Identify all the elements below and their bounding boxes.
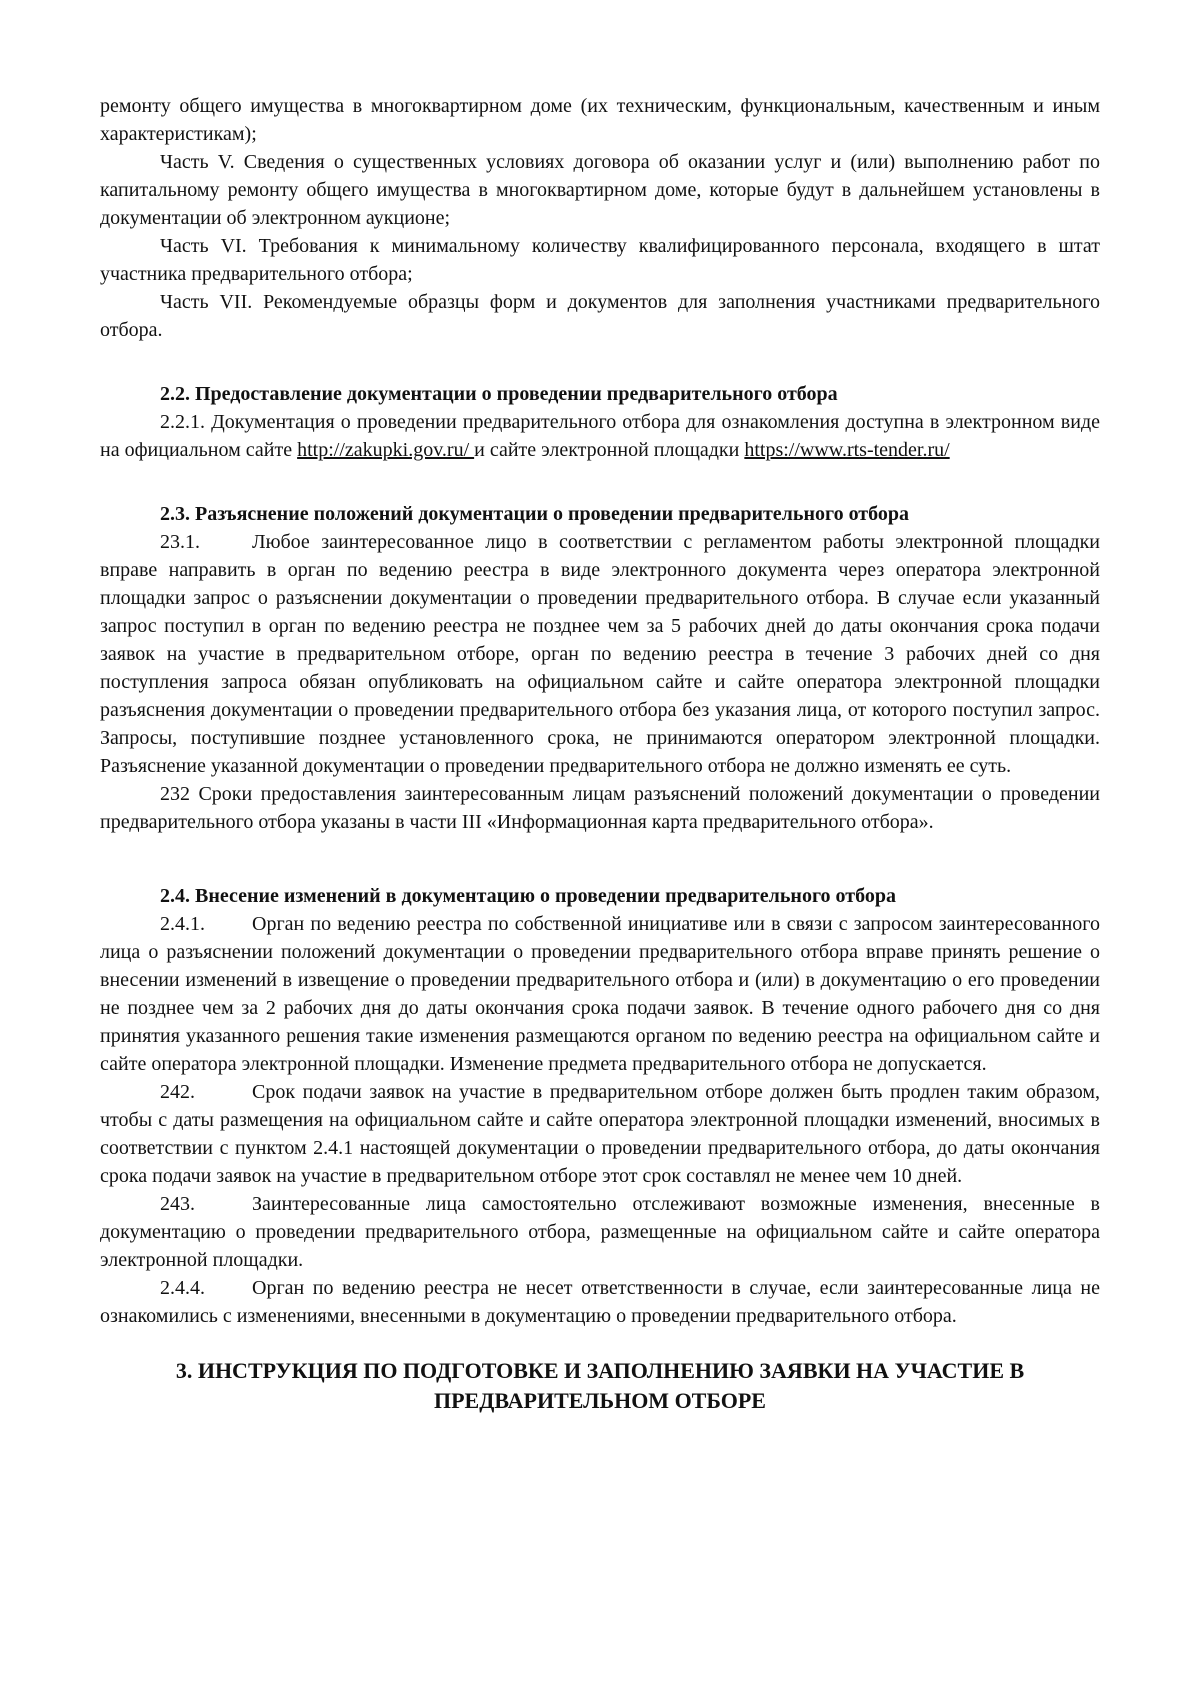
intro-paragraph-1: ремонту общего имущества в многоквартирном доме (их техническим, функциональным, качественным и иным характеристикам);: [100, 95, 1100, 145]
zakupki-link[interactable]: http://zakupki.gov.ru/: [297, 439, 475, 461]
section-2-4-1-paragraph: [100, 910, 1100, 1078]
rts-tender-link[interactable]: https://www.rts-tender.ru/: [744, 439, 950, 461]
section-2-4-title: 2.4. Внесение изменений в документацию о проведении предварительного отбора: [160, 885, 896, 907]
section-3-title: [100, 1356, 1100, 1416]
section-2-4-1-text: Орган по ведению реестра по собственной инициативе или в связи с запросом заинтересованного лица о разъяснении положений документации о проведении предварительного отбора вправе принять решение о внесении изменений в извещение о проведении предварительного отбора и (или) в документацию о его проведении не позднее чем за 2 рабочих дня до даты окончания срока подачи заявок. В течение одного рабочего дня со дня принятия указанного решения такие изменения размещаются органом по ведению реестра на официальном сайте и сайте оператора электронной площадки. Изменение предмета предварительного отбора не допускается.: [100, 913, 1100, 1075]
section-3-title-line-2: ПРЕДВАРИТЕЛЬНОМ ОТБОРЕ: [434, 1388, 766, 1413]
section-2-3-title: 2.3. Разъяснение положений документации о проведении предварительного отбора: [160, 503, 909, 525]
section-2-3-2-paragraph: 232 Сроки предоставления заинтересованным лицам разъяснений положений документации о проведении предварительного отбора указаны в части III «Информационная карта предварительного отбора».: [100, 783, 1100, 833]
section-2-4-2-number: 242.: [160, 1081, 195, 1103]
section-2-4-4-number: 2.4.4.: [160, 1277, 205, 1299]
section-2-3-1-paragraph: [100, 528, 1100, 780]
section-2-2-1-text-mid: и сайте электронной площадки: [474, 439, 745, 461]
section-2-4-3-paragraph: [100, 1190, 1100, 1274]
section-3-title-line-1: 3. ИНСТРУКЦИЯ ПО ПОДГОТОВКЕ И ЗАПОЛНЕНИЮ ЗАЯВКИ НА УЧАСТИЕ В: [175, 1358, 1025, 1383]
section-2-4-1-number: 2.4.1.: [160, 913, 205, 935]
section-2-4-2-text: Срок подачи заявок на участие в предварительном отборе должен быть продлен таким образом, чтобы с даты размещения на официальном сайте и сайте оператора электронной площадки изменений, вносимых в соответствии с пунктом 2.4.1 настоящей документации о проведении предварительного отбора, до даты окончания срока подачи заявок на участие в предварительном отборе этот срок составлял не менее чем 10 дней.: [100, 1081, 1100, 1187]
section-2-4-3-text: Заинтересованные лица самостоятельно отслеживают возможные изменения, внесенные в документацию о проведении предварительного отбора, размещенные на официальном сайте и сайте оператора электронной площадки.: [100, 1193, 1100, 1271]
intro-paragraph-4: Часть VII. Рекомендуемые образцы форм и документов для заполнения участниками предварительного отбора.: [100, 291, 1100, 341]
section-2-3-1-text: Любое заинтересованное лицо в соответствии с регламентом работы электронной площадки вправе направить в орган по ведению реестра в виде электронного документа через оператора электронной площадки запрос о разъяснении документации о проведении предварительного отбора. В случае если указанный запрос поступил в орган по ведению реестра не позднее чем за 5 рабочих дней до даты окончания срока подачи заявок на участие в предварительном отборе, орган по ведению реестра в течение 3 рабочих дней со дня поступления запроса обязан опубликовать на официальном сайте и сайте оператора электронной площадки разъяснения документации о проведении предварительного отбора без указания лица, от которого поступил запрос. Запросы, поступившие позднее установленного срока, не принимаются оператором электронной площадки. Разъяснение указанной документации о проведении предварительного отбора не должно изменять ее суть.: [100, 531, 1100, 777]
section-2-4-4-paragraph: [100, 1274, 1100, 1330]
section-2-2-1-paragraph: [100, 408, 1100, 464]
intro-paragraph-3: Часть VI. Требования к минимальному количеству квалифицированного персонала, входящего в штат участника предварительного отбора;: [100, 235, 1100, 285]
section-2-4-2-paragraph: [100, 1078, 1100, 1190]
section-2-2-1-text: 2.2.1. Документация о проведении предварительного отбора для ознакомления доступна в электронном виде на официальном сайте: [100, 411, 1100, 461]
section-2-2-title: 2.2. Предоставление документации о проведении предварительного отбора: [160, 383, 838, 405]
intro-paragraph-2: Часть V. Сведения о существенных условиях договора об оказании услуг и (или) выполнению работ по капитальному ремонту общего имущества в многоквартирном доме, которые будут в дальнейшем установлены в документации об электронном аукционе;: [100, 151, 1100, 229]
section-2-4-4-text: Орган по ведению реестра не несет ответственности в случае, если заинтересованные лица не ознакомились с изменениями, внесенными в документацию о проведении предварительного отбора.: [100, 1277, 1100, 1327]
section-2-3-1-number: 23.1.: [160, 531, 200, 553]
section-2-4-3-number: 243.: [160, 1193, 195, 1215]
